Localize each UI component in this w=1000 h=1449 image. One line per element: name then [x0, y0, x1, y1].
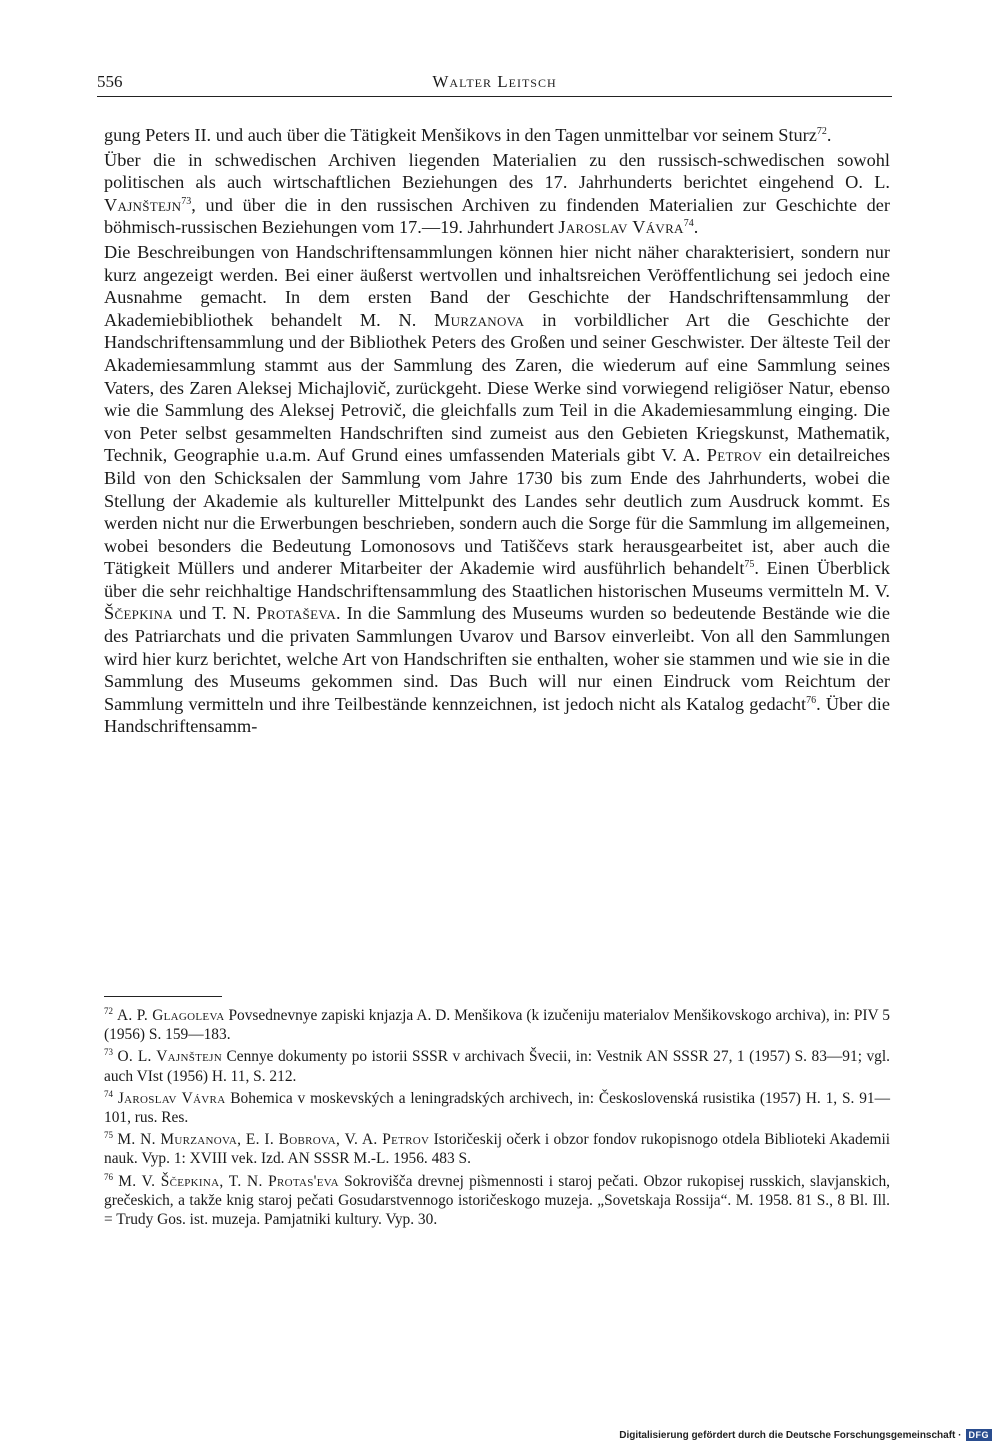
footnote-divider	[104, 996, 222, 997]
running-head	[97, 70, 892, 97]
footnote-ref-72: 72	[816, 126, 827, 137]
author-name: Vajnštejn	[104, 194, 182, 215]
running-head-author: Walter Leitsch	[432, 72, 557, 91]
footnote-75: $^{75}$ M. N. Murzanova, E. I. Bobrova, V. A. Petrov Istoričeskij očerk i obzor fondov rukopisnogo otdela Biblioteki Akademii nauk. Vyp. 1: XVIII vek. Izd. AN SSSR M.-L. 1956. 483 S.	[104, 1130, 890, 1168]
author-name: Murzanova	[434, 309, 525, 330]
dfg-logo-icon: DFG	[966, 1429, 993, 1441]
footnote-ref-75: 75	[744, 559, 755, 571]
footnote-ref-73: 73	[181, 195, 192, 207]
footnote-76: $^{76}$ M. V. Ščepkina, T. N. Protas'eva Sokrovišča drevnej pis̀mennosti i staroj pečati. Obzor rukopisej russkich, slavjanskich, grečeskich, a takže knig staroj pečati Gosudarstvennogo istoričeskogo muzeja. „Sovetskaja Rossija“. M. 1958. 81 S., 8 Bl. Ill. = Trudy Gos. ist. muzeja. Pamjatniki kultury. Vyp. 30.	[104, 1171, 890, 1229]
paragraph-2: Über die in schwedischen Archiven liegenden Materialien zu den russisch-schwedischen sowohl politischen als auch wirtschaftlichen Beziehungen des 17. Jahrhunderts berichtet eingehend O. L. Vajnštejn$^{73}$, und über die in den russischen Archiven zu findenden Materialien zur Geschichte der böhmisch-russischen Beziehungen vom 17.—19. Jahrhundert Jaroslav Vávra$^{74}$.	[104, 149, 890, 238]
main-text	[104, 124, 890, 738]
page-number: 556	[97, 72, 123, 91]
author-name: Jaroslav Vávra	[558, 217, 684, 238]
footnote-72: $^{72}$ A. P. Glagoleva Povsednevnye zapiski knjazja A. D. Menšikova (k izučeniju materialov Menšikovskogo archiva), in: PIV 5 (1956) S. 159—183.	[104, 1006, 890, 1044]
author-name: Protaševa	[256, 603, 337, 624]
author-name: Petrov	[706, 445, 763, 466]
paragraph-3: Die Beschreibungen von Handschriftensammlungen können hier nicht näher charakterisiert, sondern nur kurz angezeigt werden. Bei einer äußerst wertvollen und inhaltsreichen Veröffentlichung sei jedoch eine Ausnahme gemacht. In dem ersten Band der Geschichte der Handschriftensammlung der Akademiebibliothek behandelt M. N. Murzanova in vorbildlicher Art die Geschichte der Handschriftensammlung und der Bibliothek Peters des Großen und seiner Geschwister. Der älteste Teil der Akademiesammlung stammt aus der Sammlung des Zaren, die wiederum auf eine Sammlung seines Vaters, des Zaren Aleksej Michajlovič, zurückgeht. Diese Werke sind vorwiegend religiöser Natur, ebenso wie die Sammlung des Aleksej Petrovič, die gleichfalls zum Teil in die Akademiesammlung einging. Die von Peter selbst gesammelten Handschriften sind zumeist aus den Gebieten Kriegskunst, Mathematik, Technik, Geographie u.a.m. Auf Grund eines umfassenden Materials gibt V. A. Petrov ein detailreiches Bild von den Schicksalen der Sammlung vom Jahre 1730 bis zum Ende des Jahrhunderts, wobei die Stellung der Akademie als kultureller Mittelpunkt des Landes sehr deutlich zum Ausdruck kommt. Es werden nicht nur die Erwerbungen beschrieben, sondern auch die Sorge für die Sammlung im allgemeinen, wobei besonders die Bedeutung Lomonosovs und Tatiščevs stark herausgearbeitet ist, aber auch die Tätigkeit Müllers und anderer Mitarbeiter der Akademie wird ausführlich behandelt$^{75}$. Einen Überblick über die sehr reichhaltige Handschriftensammlung des Staatlichen historischen Museums vermitteln M. V. Ščepkina und T. N. Protaševa. In die Sammlung des Museums wurden so bedeutende Bestände wie die des Patriarchats und die privaten Sammlungen Uvarov und Barsov einverleibt. Von all den Sammlungen wird hier kurz berichtet, welche Art von Handschriften sie enthalten, woher sie stammen und wie sie in die Sammlung des Museums gekommen sind. Das Buch will nur einen Eindruck vom Reichtum der Sammlung vermitteln und ihre Teilbestände kennzeichnen, ist jedoch nicht als Katalog gedacht$^{76}$. Über die Handschriftensamm-	[104, 241, 891, 737]
footnote-ref-74: 74	[683, 218, 694, 230]
funding-note: Digitalisierung gefördert durch die Deutsche Forschungsgemeinschaft ·	[619, 1429, 962, 1441]
paragraph-1: gung Peters II. und auch über die Tätigkeit Menšikovs in den Tagen unmittelbar vor seinem Sturz$^{72}$.	[104, 125, 832, 145]
digitization-footer	[619, 1429, 992, 1441]
footnote-74: $^{74}$ Jaroslav Vávra Bohemica v moskevských a leningradských archivech, in: Československá rusistika (1957) H. 1, S. 91—101, rus. Res.	[104, 1088, 890, 1127]
footnote-73: $^{73}$ O. L. Vajnštejn Cennye dokumenty po istorii SSSR v archivach Švecii, in: Vestnik AN SSSR 27, 1 (1957) S. 83—91; vgl. auch VIst (1956) H. 11, S. 212.	[104, 1047, 890, 1085]
footnotes	[104, 1006, 890, 1232]
author-name: Ščepkina	[104, 603, 173, 624]
footnote-ref-76: 76	[806, 694, 817, 706]
